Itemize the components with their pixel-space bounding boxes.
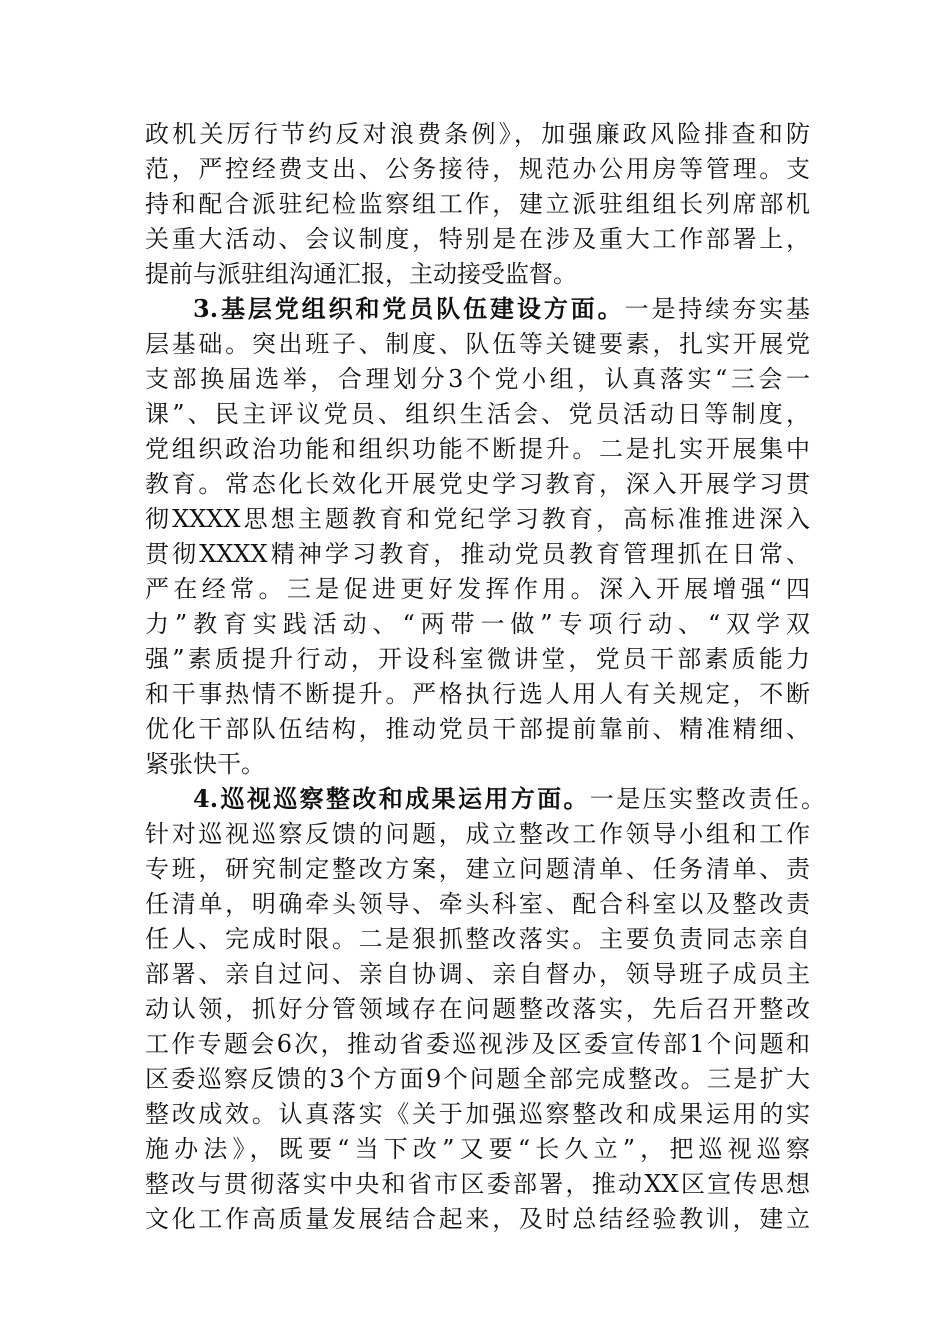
- text-line: 动认领，抓好分管领域存在问题整改落实，先后召开整改: [145, 995, 810, 1023]
- text-line: 部署、亲自过问、亲自协调、亲自督办，领导班子成员主: [145, 960, 810, 988]
- text-line: 任人、完成时限。二是狠抓整改落实。主要负责同志亲自: [145, 925, 810, 953]
- text-line: 强”素质提升行动，开设科室微讲堂，党员干部素质能力: [145, 645, 810, 673]
- text-line: 提前与派驻组沟通汇报，主动接受监督。: [145, 260, 577, 288]
- section4-first-line: [193, 783, 825, 815]
- text-line: 贯彻XXXX精神学习教育，推动党员教育管理抓在日常、: [145, 540, 810, 568]
- text-line: 文化工作高质量发展结合起来，及时总结经验教训，建立: [145, 1205, 810, 1233]
- text-line: 工作专题会6次，推动省委巡视涉及区委宣传部1个问题和: [145, 1030, 810, 1058]
- text-line: 支部换届选举，合理划分3个党小组，认真落实“三会一: [145, 365, 810, 393]
- text-line: 持和配合派驻纪检监察组工作，建立派驻组组长列席部机: [145, 190, 810, 218]
- text-line: 严在经常。三是促进更好发挥作用。深入开展增强“四: [145, 575, 810, 603]
- text-line: 范，严控经费支出、公务接待，规范办公用房等管理。支: [145, 155, 810, 183]
- text-line: 任清单，明确牵头领导、牵头科室、配合科室以及整改责: [145, 890, 810, 918]
- text-line: 力”教育实践活动、“两带一做”专项行动、“双学双: [145, 610, 810, 638]
- section3-heading: 3.基层党组织和党员队伍建设方面。: [193, 294, 625, 323]
- section3-first-line: [193, 293, 810, 325]
- text-line: 整改与贯彻落实中央和省市区委部署，推动XX区宣传思想: [145, 1170, 810, 1198]
- section3-first-line-rest: 一是持续夯实基: [624, 295, 810, 323]
- section4-first-line-rest: 一是压实整改责任。: [589, 785, 825, 813]
- text-line: 关重大活动、会议制度，特别是在涉及重大工作部署上，: [145, 225, 810, 253]
- text-line: 和干事热情不断提升。严格执行选人用人有关规定，不断: [145, 680, 810, 708]
- text-line: 区委巡察反馈的3个方面9个问题全部完成整改。三是扩大: [145, 1065, 810, 1093]
- text-line: 教育。常态化长效化开展党史学习教育，深入开展学习贯: [145, 470, 810, 498]
- text-line: 专班，研究制定整改方案，建立问题清单、任务清单、责: [145, 855, 810, 883]
- text-line: 针对巡视巡察反馈的问题，成立整改工作领导小组和工作: [145, 820, 810, 848]
- text-line: 整改成效。认真落实《关于加强巡察整改和成果运用的实: [145, 1100, 810, 1128]
- text-line: 彻XXXX思想主题教育和党纪学习教育，高标准推进深入: [145, 505, 810, 533]
- text-line: 优化干部队伍结构，推动党员干部提前靠前、精准精细、: [145, 715, 810, 743]
- text-line: 政机关厉行节约反对浪费条例》，加强廉政风险排查和防: [145, 120, 810, 148]
- text-line: 党组织政治功能和组织功能不断提升。二是扎实开展集中: [145, 435, 810, 463]
- text-line: 紧张快干。: [145, 750, 265, 778]
- text-line: 施办法》，既要“当下改”又要“长久立”，把巡视巡察: [145, 1135, 810, 1163]
- section4-heading: 4.巡视巡察整改和成果运用方面。: [193, 784, 590, 813]
- text-line: 层基础。突出班子、制度、队伍等关键要素，扎实开展党: [145, 330, 810, 358]
- text-line: 课”、民主评议党员、组织生活会、党员活动日等制度，: [145, 400, 810, 428]
